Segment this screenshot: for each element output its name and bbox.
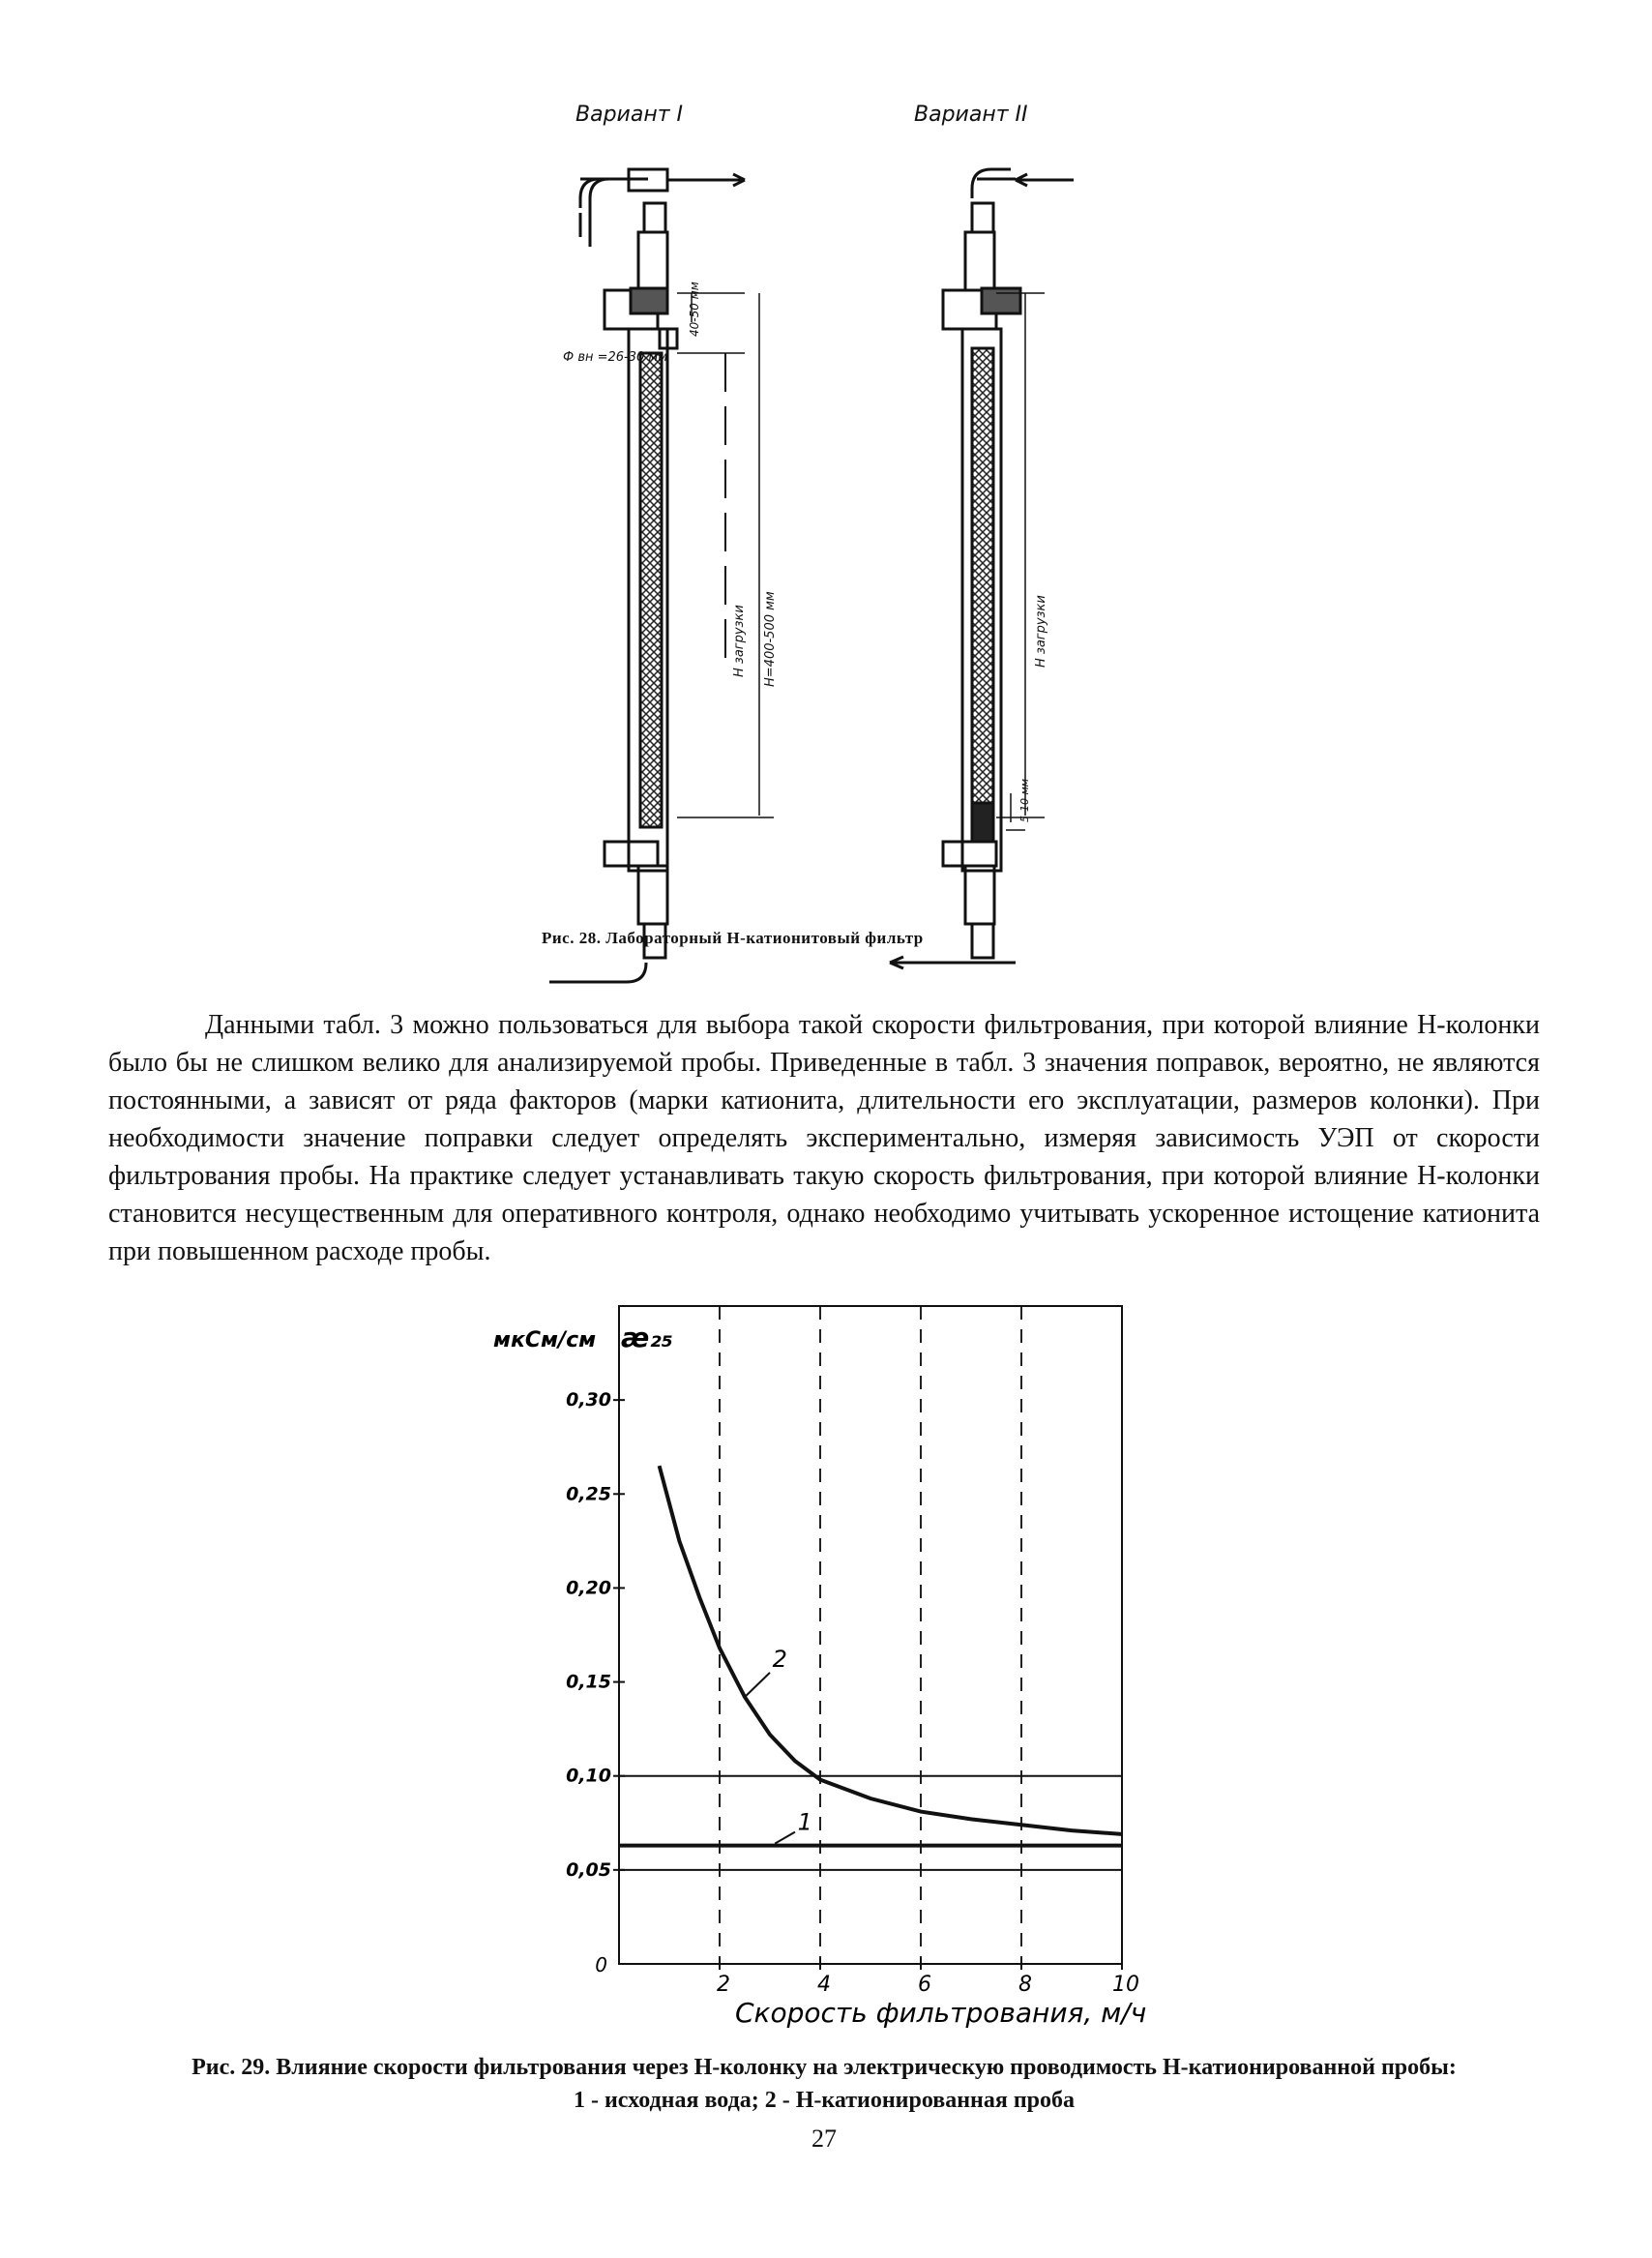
figure-29-caption-line1: Рис. 29. Влияние скорости фильтрования через Н-колонку на электрическую проводимость Н-катионированной пробы:	[192, 2055, 1457, 2080]
chart-series	[619, 1466, 1122, 1846]
x-tick-label: 8	[1018, 1973, 1032, 1997]
series-1-label: 1	[797, 1808, 812, 1836]
chart-y-symbol: æ₂₅	[621, 1322, 673, 1353]
variant-2-label: Вариант II	[914, 103, 1028, 127]
series-2-leader	[745, 1673, 770, 1697]
y-tick-label: 0,30	[566, 1389, 611, 1411]
h-load-label: Н загрузки	[732, 605, 747, 677]
figure-29-caption	[108, 2051, 1540, 2117]
bottom-gap-label: 5-10 мм	[1018, 778, 1031, 822]
y-tick-label: 0,25	[566, 1483, 611, 1505]
body-paragraph: Данными табл. 3 можно пользоваться для выбора такой скорости фильтрования, при которой влияние Н-колонки было бы не слишком велико для анализируемой пробы. Приведенные в табл. 3 значения поправок, вероятно, не являются постоянными, а зависят от ряда факторов (марки катионита, длительности его эксплуатации, размеров колонки). При необходимости значение поправки следует определять экспериментально, измеряя зависимость УЭП от скорости фильтрования пробы. На практике следует устанавливать такую скорость фильтрования, при которой влияние Н-колонки становится несущественным для оперативного контроля, однако необходимо учитывать ускоренное истощение катионита при повышенном расходе пробы.	[108, 1010, 1540, 1266]
chart-x-label: Скорость фильтрования, м/ч	[735, 1997, 1147, 2029]
series-line-2	[660, 1466, 1122, 1834]
x-tick-label: 6	[918, 1973, 931, 1997]
h-load-label-2: Н загрузки	[1034, 595, 1048, 668]
figure-28-caption: Рис. 28. Лабораторный Н-катионитовый фильтр	[542, 929, 924, 947]
x-tick-label: 4	[817, 1973, 831, 1997]
y-tick-label: 0,15	[566, 1671, 611, 1693]
gap-label: 40-50 мм	[688, 282, 701, 337]
y-zero-label: 0	[595, 1953, 607, 1976]
h-total-label: Н=400-500 мм	[763, 591, 778, 687]
figure-28-drawing	[484, 87, 1161, 987]
chart-labels	[566, 1389, 1139, 1997]
y-tick-label: 0,10	[566, 1765, 611, 1787]
y-tick-label: 0,20	[566, 1577, 611, 1599]
series-2-label: 2	[772, 1646, 787, 1674]
page-number: 27	[811, 2124, 837, 2153]
variant-1-label: Вариант I	[575, 103, 683, 127]
series-1-leader	[775, 1832, 795, 1844]
x-tick-label: 2	[717, 1973, 730, 1997]
figure-29-chart	[474, 1296, 1209, 2041]
chart-y-label: мкСм/см	[493, 1328, 597, 1352]
chart-grid	[619, 1306, 1122, 1964]
y-tick-label: 0,05	[566, 1858, 611, 1881]
chart-frame	[619, 1306, 1122, 1964]
figure-29-caption-line2: 1 - исходная вода; 2 - Н-катионированная проба	[573, 2088, 1076, 2113]
x-tick-label: 10	[1112, 1973, 1139, 1997]
diameter-label: Ф вн =26-30 мм	[563, 350, 668, 365]
